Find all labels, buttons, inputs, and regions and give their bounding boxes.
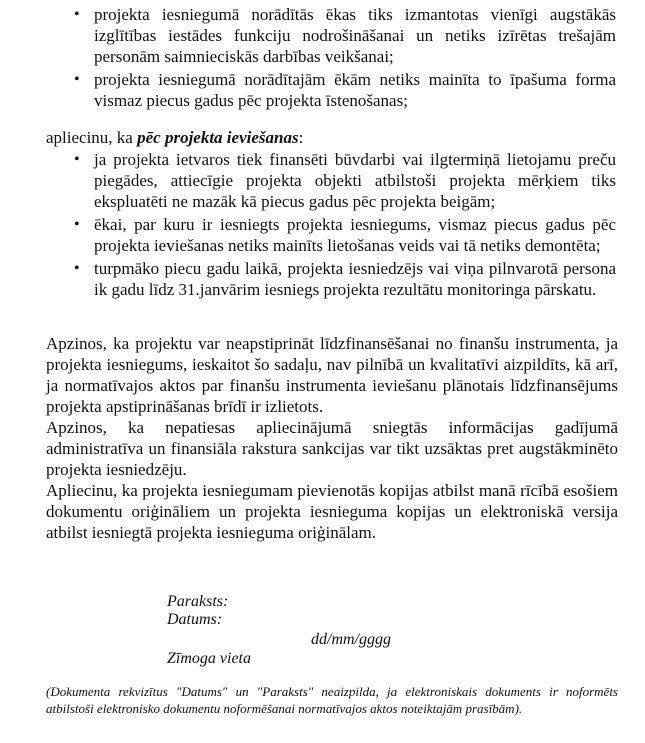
top-bullet-list [94,4,616,113]
declaration-paragraph: Apliecinu, ka projekta iesniegumam pievienotās kopijas atbilst manā rīcībā esošiem dokumentu oriģināliem un projekta iesnieguma kopijas un elektroniskā versija atbilst iesniegtā projekta iesnieguma oriģinālam. [46,481,618,542]
bullet-item: • projekta iesniegumā norādītās ēkas tiks izmantotas vienīgi augstākās izglītības iestādes funkciju nodrošināšanai un netiks izīrētas trešajām personām saimnieciskās darbības veikšanai; [94,4,616,67]
declaration-paragraph: Apzinos, ka projektu var neapstiprināt līdzfinansēšanai no finanšu instrumenta, ja projekta iesniegums, ieskaitot šo sadaļu, nav pilnībā un kvalitatīvi aizpildīts, kā arī, ja normatīvajos aktos par finanšu instrumenta ieviešanu plānotais līdzfinansējums projekta apstiprināšanas brīdī ir izlietots. [46,334,618,416]
intro-emphasis: pēc projekta ieviešanas [137,128,299,147]
after-implementation-bullet-list [94,149,616,302]
declaration-block [46,333,618,543]
seal-place-label: Zīmoga vieta [167,650,251,667]
date-label: Datums: [167,611,223,628]
intro-prefix: apliecinu, ka [46,128,138,147]
signature-label: Paraksts: [167,593,229,610]
intro-suffix: : [298,128,304,147]
footnote: (Dokumenta rekvizītus "Datums" un "Paraksts" neaizpilda, ja elektroniskais dokuments ir noformēts atbilstoši elektronisko dokumentu noformēšanai normatīvajos aktos noteiktajām prasībām). [46,684,618,716]
declaration-paragraph: Apzinos, ka nepatiesas apliecinājumā sniegtās informācijas gadījumā administratīva un finansiāla rakstura sankcijas var tikt uzsāktas pret augstākminēto projekta iesniedzēju. [46,418,618,479]
after-implementation-intro [46,127,303,148]
date-format-hint: dd/mm/gggg [311,631,391,648]
bullet-item: • ēkai, par kuru ir iesniegts projekta iesniegums, vismaz piecus gadus pēc projekta ieviešanas netiks mainīts lietošanas veids vai tā netiks demontēta; [94,214,616,256]
bullet-item: • ja projekta ietvaros tiek finansēti būvdarbi vai ilgtermiņā lietojamu preču piegādes, attiecīgie projekta objekti atbilstoši projekta mērķiem tiks ekspluatēti ne mazāk kā piecus gadus pēc projekta beigām; [94,149,616,212]
bullet-item: • projekta iesniegumā norādītajām ēkām netiks mainīta to īpašuma forma vismaz piecus gadus pēc projekta īstenošanas; [94,69,616,111]
bullet-item: • turpmāko piecu gadu laikā, projekta iesniedzējs vai viņa pilnvarotā persona ik gadu līdz 31.janvārim iesniegs projekta rezultātu monitoringa pārskatu. [94,258,616,300]
